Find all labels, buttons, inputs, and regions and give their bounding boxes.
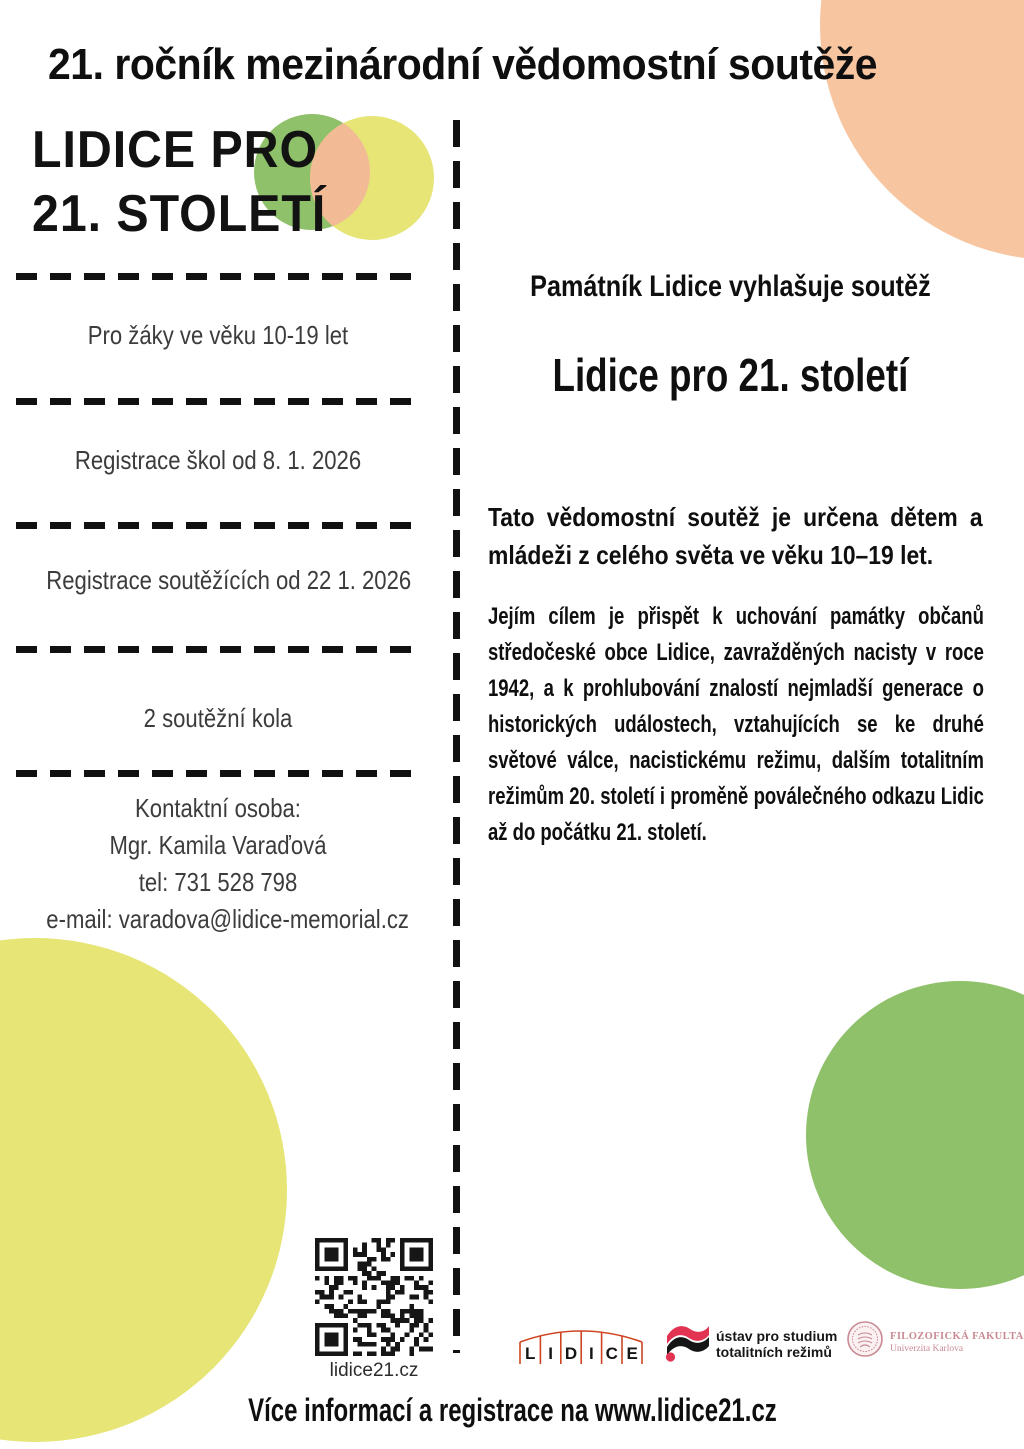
ustr-logo-icon [664, 1320, 712, 1362]
dashed-divider [16, 522, 420, 529]
green-circle-decoration [806, 981, 1024, 1289]
lidice-pro-wordmark [32, 118, 326, 246]
lidice-letter: L [525, 1344, 536, 1363]
wordmark-line1: LIDICE PRO [32, 121, 319, 179]
announcement-row [470, 270, 990, 304]
intro-paragraph: Tato vědomostní soutěž je určena dětem a mládeži z celého světa ve věku 10–19 let. [488, 502, 983, 570]
contact-phone: tel: 731 528 798 [138, 867, 298, 897]
footer-registration-info: Více informací a registrace na www.lidice21.cz [247, 1392, 777, 1428]
dashed-divider [16, 398, 420, 405]
info-age-range: Pro žáky ve věku 10-19 let [87, 320, 349, 350]
charles-line1: FILOZOFICKÁ FAKULTA [890, 1331, 1024, 1342]
lidice-letter: I [548, 1344, 553, 1363]
dashed-divider [16, 273, 420, 280]
contact-block [46, 790, 409, 938]
info-school-registration: Registrace škol od 8. 1. 2026 [74, 445, 362, 475]
yellow-circle-decoration [0, 938, 287, 1442]
competition-title: Lidice pro 21. století [552, 349, 908, 401]
charles-university-logo-text [890, 1330, 1024, 1355]
contact-label: Kontaktní osoba: [135, 793, 301, 823]
lidice-letter: D [564, 1344, 578, 1363]
lidice-memorial-logo [516, 1314, 646, 1368]
charles-line2: Univerzita Karlova [890, 1344, 964, 1354]
competition-title-row [470, 348, 990, 402]
ustr-line2: totalitních režimů [716, 1344, 832, 1360]
contact-name: Mgr. Kamila Varaďová [109, 830, 327, 860]
lidice-letter: E [626, 1344, 638, 1363]
qr-caption: lidice21.cz [329, 1360, 419, 1381]
dashed-divider [16, 646, 420, 653]
description-paragraph: Jejím cílem je přispět k uchování památky občanů středočeské obce Lidice, zavražděných nacisty v roce 1942, a k prohlubování znalostí nejmladší generace o historických událostech, vztahujících se ke druhé světové válce, nacistickému režimu, dalším totalitním režimům 20. století i proměně poválečného odkazu Lidic až do počátku 21. století. [488, 603, 984, 846]
lidice-letter: C [605, 1344, 618, 1363]
ustr-line1: ústav pro studium [716, 1328, 838, 1344]
charles-university-seal-icon [846, 1320, 884, 1358]
vertical-dashed-divider [453, 120, 460, 1353]
qr-code-icon [315, 1238, 433, 1356]
footer-row [0, 1392, 1024, 1429]
info-competitor-registration: Registrace soutěžících od 22 1. 2026 [46, 565, 412, 595]
contact-email: e-mail: varadova@lidice-memorial.cz [46, 904, 409, 934]
announcement-heading: Památník Lidice vyhlašuje soutěž [529, 270, 931, 303]
dashed-divider [16, 770, 420, 777]
qr-block [315, 1238, 433, 1382]
page-title: 21. ročník mezinárodní vědomostní soutěže [48, 40, 878, 89]
wordmark-line2: 21. STOLETÍ [32, 185, 327, 243]
lidice-letter: I [589, 1344, 594, 1363]
info-rounds: 2 soutěžní kola [143, 703, 293, 733]
ustr-logo-text [716, 1328, 837, 1360]
peach-circle-decoration [820, 0, 1024, 260]
